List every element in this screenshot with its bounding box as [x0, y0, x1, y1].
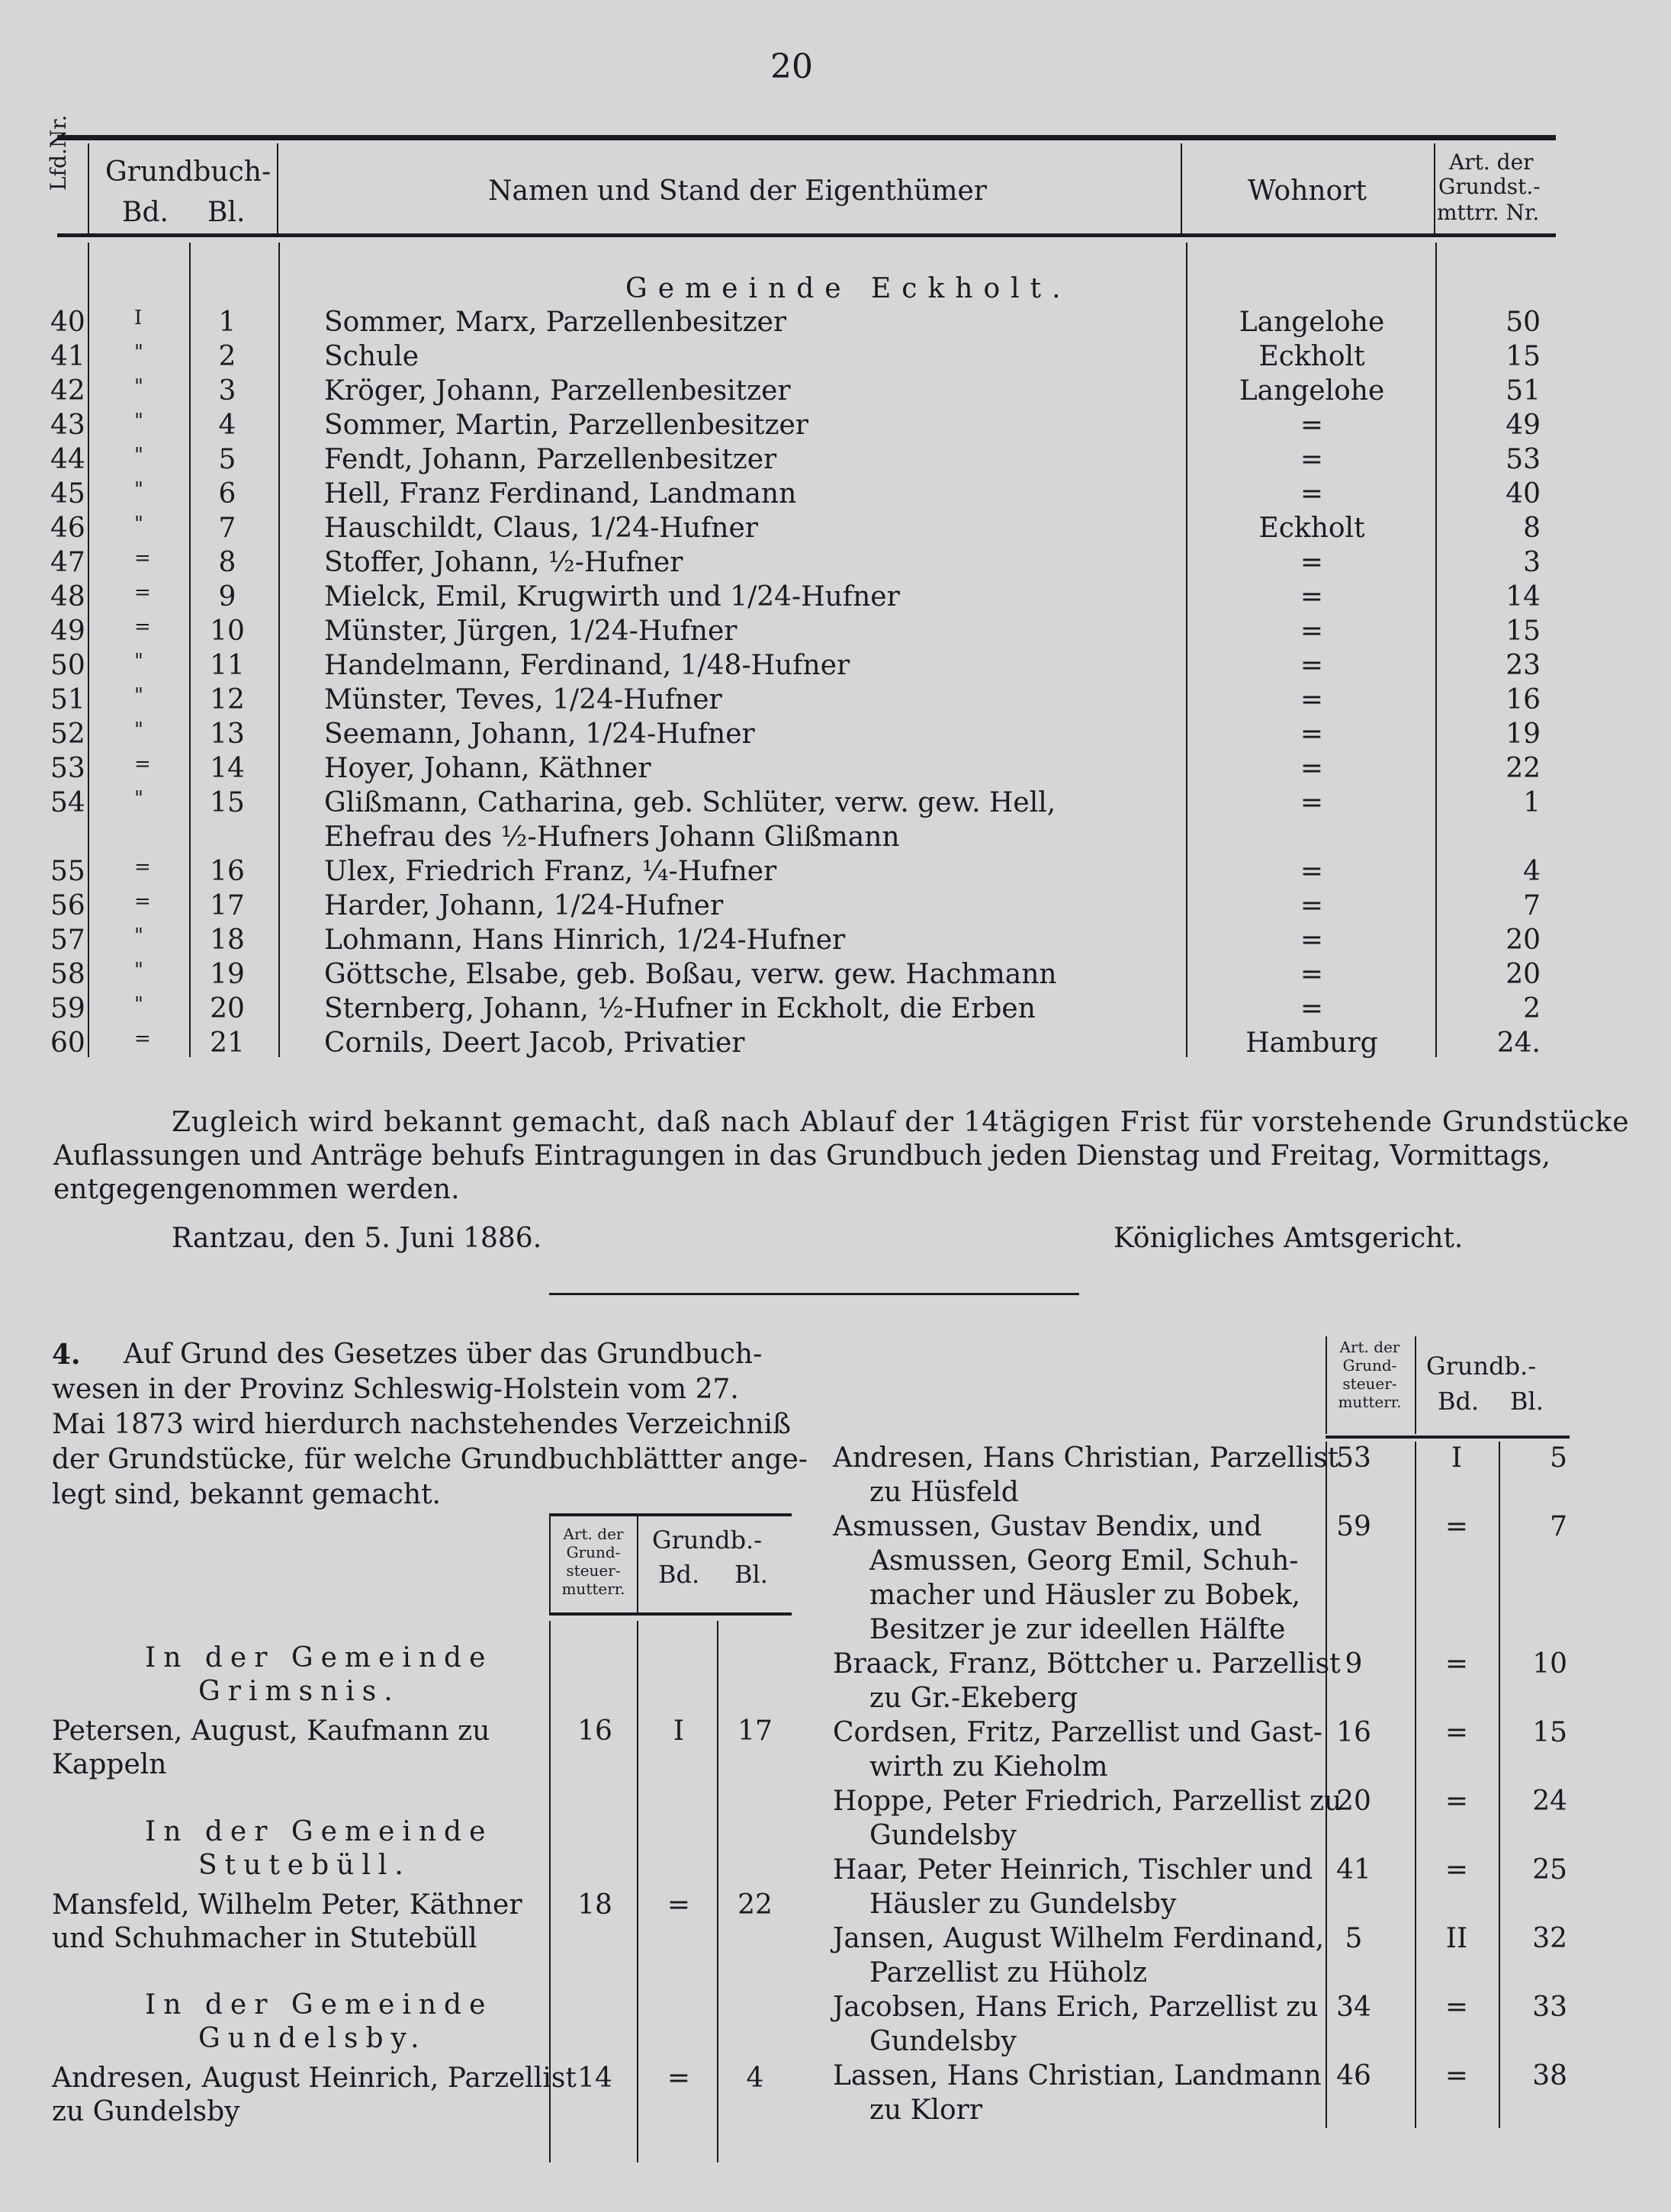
row-bl: 16: [210, 856, 245, 887]
row-bd: ": [134, 684, 143, 707]
row-bl: 8: [218, 547, 236, 578]
row-name: Fendt, Johann, Parzellenbesitzer: [324, 444, 777, 475]
entry-line: Andresen, August Heinrich, Parzellist: [52, 2062, 577, 2094]
group-title: Gundelsby.: [198, 2023, 427, 2054]
column-rule: [278, 243, 280, 1057]
row-art: 7: [1523, 890, 1541, 921]
entry-bl: 38: [1532, 2060, 1567, 2091]
row-bd: =: [134, 856, 151, 879]
entry-bl: 5: [1550, 1442, 1567, 1474]
art-header-line: steuer-: [566, 1561, 621, 1580]
entry-art: 16: [1336, 1717, 1371, 1748]
row-name: Sternberg, Johann, ½-Hufner in Eckholt, die Erben: [324, 993, 1036, 1024]
entry-line: zu Gr.-Ekeberg: [869, 1683, 1078, 1714]
row-art: 53: [1506, 444, 1541, 475]
entry-line: Mansfeld, Wilhelm Peter, Käthner: [52, 1889, 522, 1921]
row-bd: =: [134, 616, 151, 638]
authority: Königliches Amtsgericht.: [1113, 1223, 1464, 1254]
row-nr: 51: [50, 684, 85, 715]
entry-line: Lassen, Hans Christian, Landmann: [833, 2060, 1322, 2091]
group-title: Stutebüll.: [198, 1850, 411, 1881]
notice-line-1: Zugleich wird bekannt gemacht, daß nach Ablauf der 14tägigen Frist für vorstehende Grundstücke: [172, 1107, 1630, 1138]
row-bd: =: [134, 1027, 151, 1050]
header-namen: Namen und Stand der Eigenthümer: [488, 175, 987, 207]
row-nr: 49: [50, 616, 85, 647]
entry-line: Cordsen, Fritz, Parzellist und Gast-: [833, 1717, 1323, 1748]
row-nr: 50: [50, 650, 85, 681]
row-ort: Langelohe: [1239, 307, 1385, 338]
row-nr: 43: [50, 410, 85, 441]
left-col-grundb: Grundb.-: [652, 1526, 763, 1555]
row-bl: 17: [210, 890, 245, 921]
row-ort: Hamburg: [1245, 1027, 1378, 1059]
row-name: Mielck, Emil, Krugwirth und 1/24-Hufner: [324, 581, 900, 612]
right-col-bl: Bl.: [1510, 1387, 1544, 1416]
entry-bl: 22: [737, 1889, 773, 1921]
row-bd: ": [134, 719, 143, 741]
row-bl: 6: [218, 478, 236, 510]
entry-art: 34: [1336, 1992, 1371, 2023]
row-art: 4: [1523, 856, 1541, 887]
row-bl: 5: [218, 444, 236, 475]
row-nr: 42: [50, 375, 85, 407]
art-header-line: Art. der: [563, 1525, 624, 1543]
row-ort: =: [1300, 753, 1324, 784]
row-ort: Eckholt: [1258, 341, 1365, 372]
row-bd: ": [134, 959, 143, 982]
entry-line: zu Klorr: [869, 2095, 983, 2126]
row-name: Hell, Franz Ferdinand, Landmann: [324, 478, 797, 510]
art-header-line: steuer-: [1342, 1374, 1397, 1393]
row-bd: I: [134, 307, 143, 330]
row-ort: =: [1300, 478, 1324, 510]
entry-line: zu Hüsfeld: [869, 1477, 1019, 1508]
row-name: Münster, Teves, 1/24-Hufner: [324, 684, 722, 715]
row-bl: 21: [210, 1027, 245, 1059]
entry-line: zu Gundelsby: [52, 2096, 240, 2127]
art-header-line: Grund-: [1342, 1356, 1397, 1374]
row-ort: =: [1300, 684, 1324, 715]
row-ort: =: [1300, 924, 1324, 956]
left-col-bl: Bl.: [734, 1560, 768, 1589]
entry-line: Haar, Peter Heinrich, Tischler und: [833, 1854, 1313, 1886]
notice-line-3: entgegengenommen werden.: [53, 1174, 460, 1205]
row-name: Kröger, Johann, Parzellenbesitzer: [324, 375, 791, 407]
row-name: Glißmann, Catharina, geb. Schlüter, verw. gew. Hell,: [324, 787, 1056, 818]
row-bl: 10: [210, 616, 245, 647]
separator-rule: [549, 1293, 1079, 1295]
row-bl: 15: [210, 787, 245, 818]
row-bd: =: [134, 581, 151, 604]
row-bl: 12: [210, 684, 245, 715]
header-wohnort: Wohnort: [1248, 175, 1367, 207]
place-date: Rantzau, den 5. Juni 1886.: [172, 1223, 542, 1254]
header-divider: [1181, 143, 1182, 233]
entry-bl: 17: [737, 1715, 773, 1747]
row-art: 15: [1506, 616, 1541, 647]
row-art: 19: [1506, 719, 1541, 750]
row-bl: 11: [210, 650, 245, 681]
row-bd: ": [134, 410, 143, 432]
header-lfd-nr: Lfd.Nr.: [46, 114, 71, 191]
table-header-rule: [57, 233, 1556, 237]
row-nr: 48: [50, 581, 85, 612]
column-rule: [637, 1621, 638, 2162]
entry-bd: =: [667, 1889, 691, 1921]
entry-bl: 24: [1532, 1786, 1567, 1817]
entry-line: Petersen, August, Kaufmann zu: [52, 1715, 490, 1747]
column-rule: [1415, 1442, 1416, 2128]
row-bl: 9: [218, 581, 236, 612]
entry-bd: =: [1444, 1992, 1469, 2023]
entry-line: Andresen, Hans Christian, Parzellist: [833, 1442, 1339, 1474]
row-name: Cornils, Deert Jacob, Privatier: [324, 1027, 745, 1059]
row-bd: ": [134, 341, 143, 364]
column-rule: [88, 243, 89, 1057]
left-table-rule: [549, 1612, 792, 1616]
row-nr: 40: [50, 307, 85, 338]
entry-bl: 4: [746, 2062, 764, 2094]
row-art: 1: [1523, 787, 1541, 818]
row-bd: =: [134, 753, 151, 776]
art-header-line: mutterr.: [561, 1580, 625, 1598]
row-nr: 52: [50, 719, 85, 750]
row-ort: =: [1300, 650, 1324, 681]
entry-line: Kappeln: [52, 1749, 167, 1780]
row-ort: =: [1300, 959, 1324, 990]
column-rule: [1186, 243, 1187, 1057]
row-art: 20: [1506, 924, 1541, 956]
entry-line: Jansen, August Wilhelm Ferdinand,: [833, 1923, 1325, 1954]
row-name: Göttsche, Elsabe, geb. Boßau, verw. gew. Hachmann: [324, 959, 1057, 990]
row-ort: Eckholt: [1258, 513, 1365, 544]
entry-line: Besitzer je zur ideellen Hälfte: [869, 1614, 1286, 1645]
group-title: In der Gemeinde: [145, 1816, 493, 1847]
row-nr: 45: [50, 478, 85, 510]
intro-line: Mai 1873 wird hierdurch nachstehendes Verzeichniß: [52, 1409, 792, 1440]
header-grundbuch: Grundbuch-: [105, 156, 272, 188]
entry-line: Asmussen, Gustav Bendix, und: [833, 1511, 1262, 1542]
row-art: 2: [1523, 993, 1541, 1024]
row-ort: =: [1300, 410, 1324, 441]
entry-art: 16: [577, 1715, 612, 1747]
row-nr: 47: [50, 547, 85, 578]
entry-bd: I: [1451, 1442, 1463, 1474]
row-nr: 59: [50, 993, 85, 1024]
section-title: Gemeinde Eckholt.: [625, 273, 1072, 304]
left-table-header-rule: [549, 1513, 792, 1516]
row-name: Hoyer, Johann, Käthner: [324, 753, 651, 784]
column-rule: [189, 243, 191, 1057]
row-bd: ": [134, 513, 143, 535]
header-grundst: Grundst.-: [1438, 174, 1541, 199]
row-bl: 13: [210, 719, 245, 750]
row-ort: =: [1300, 616, 1324, 647]
group-title: Grimsnis.: [198, 1676, 400, 1707]
entry-bd: I: [673, 1715, 685, 1747]
row-bl: 4: [218, 410, 236, 441]
row-ort: =: [1300, 719, 1324, 750]
row-ort: =: [1300, 581, 1324, 612]
entry-line: Braack, Franz, Böttcher u. Parzellist: [833, 1648, 1341, 1680]
group-title: In der Gemeinde: [145, 1989, 493, 2021]
row-bd: ": [134, 924, 143, 947]
left-col-bd: Bd.: [658, 1560, 700, 1589]
entry-bl: 15: [1532, 1717, 1567, 1748]
header-divider: [277, 143, 278, 233]
entry-line: Asmussen, Georg Emil, Schuh-: [869, 1545, 1299, 1577]
entry-line: Hoppe, Peter Friedrich, Parzellist zu: [833, 1786, 1342, 1817]
entry-art: 59: [1336, 1511, 1371, 1542]
row-ort: =: [1300, 547, 1324, 578]
intro-line: wesen in der Provinz Schleswig-Holstein vom 27.: [52, 1374, 739, 1405]
row-ort: =: [1300, 444, 1324, 475]
row-bd: ": [134, 650, 143, 673]
right-col-bd: Bd.: [1438, 1387, 1480, 1416]
header-divider: [1434, 143, 1435, 233]
page-number: 20: [770, 47, 813, 86]
entry-bd: =: [1444, 1511, 1469, 1542]
left-header-divider: [637, 1516, 638, 1614]
row-name: Sommer, Marx, Parzellenbesitzer: [324, 307, 787, 338]
entry-bd: =: [1444, 1854, 1469, 1886]
row-art: 14: [1506, 581, 1541, 612]
entry-line: wirth zu Kieholm: [869, 1751, 1108, 1783]
row-nr: 55: [50, 856, 85, 887]
group-title: In der Gemeinde: [145, 1642, 493, 1673]
right-table-rule: [1326, 1436, 1570, 1439]
row-art: 51: [1506, 375, 1541, 407]
art-header-line: Art. der: [1339, 1338, 1400, 1356]
row-art: 8: [1523, 513, 1541, 544]
entry-line: Jacobsen, Hans Erich, Parzellist zu: [833, 1992, 1319, 2023]
row-nr: 44: [50, 444, 85, 475]
row-name-cont: Ehefrau des ½-Hufners Johann Glißmann: [324, 821, 900, 853]
entry-line: Gundelsby: [869, 1820, 1017, 1851]
right-header-divider: [1415, 1336, 1416, 1434]
row-bd: ": [134, 375, 143, 398]
entry-bd: =: [667, 2062, 691, 2094]
row-nr: 57: [50, 924, 85, 956]
row-nr: 46: [50, 513, 85, 544]
column-rule: [1499, 1442, 1500, 2128]
entry-line: und Schuhmacher in Stutebüll: [52, 1923, 477, 1954]
row-name: Sommer, Martin, Parzellenbesitzer: [324, 410, 808, 441]
entry-bl: 32: [1532, 1923, 1567, 1954]
row-bd: ": [134, 787, 143, 810]
row-name: Harder, Johann, 1/24-Hufner: [324, 890, 724, 921]
row-bd: =: [134, 890, 151, 913]
left-header-divider: [549, 1516, 551, 1614]
row-art: 15: [1506, 341, 1541, 372]
row-art: 3: [1523, 547, 1541, 578]
art-header-line: mutterr.: [1338, 1393, 1402, 1411]
row-nr: 41: [50, 341, 85, 372]
entry-bl: 33: [1532, 1992, 1567, 2023]
row-bl: 20: [210, 993, 245, 1024]
right-header-divider: [1326, 1336, 1327, 1434]
row-art: 20: [1506, 959, 1541, 990]
header-bl: Bl.: [207, 197, 246, 228]
row-nr: 58: [50, 959, 85, 990]
row-bl: 7: [218, 513, 236, 544]
entry-art: 53: [1336, 1442, 1371, 1474]
row-art: 16: [1506, 684, 1541, 715]
art-header-line: Grund-: [566, 1543, 621, 1561]
entry-bd: =: [1444, 1786, 1469, 1817]
row-name: Stoffer, Johann, ½-Hufner: [324, 547, 683, 578]
row-name: Münster, Jürgen, 1/24-Hufner: [324, 616, 737, 647]
entry-bl: 7: [1550, 1511, 1567, 1542]
header-bd: Bd.: [122, 197, 169, 228]
row-nr: 53: [50, 753, 85, 784]
row-nr: 60: [50, 1027, 85, 1059]
intro-line: der Grundstücke, für welche Grundbuchblättter ange-: [52, 1444, 808, 1475]
row-ort: =: [1300, 993, 1324, 1024]
row-bl: 3: [218, 375, 236, 407]
entry-art: 9: [1345, 1648, 1363, 1680]
row-name: Lohmann, Hans Hinrich, 1/24-Hufner: [324, 924, 846, 956]
row-art: 22: [1506, 753, 1541, 784]
row-art: 23: [1506, 650, 1541, 681]
row-name: Ulex, Friedrich Franz, ¼-Hufner: [324, 856, 777, 887]
column-rule: [717, 1621, 718, 2162]
entry-art: 18: [577, 1889, 612, 1921]
row-bl: 2: [218, 341, 236, 372]
row-art: 49: [1506, 410, 1541, 441]
intro-line: legt sind, bekannt gemacht.: [52, 1479, 441, 1510]
row-bl: 1: [218, 307, 236, 338]
row-ort: Langelohe: [1239, 375, 1385, 407]
row-bd: ": [134, 478, 143, 501]
intro-line: Auf Grund des Gesetzes über das Grundbuch-: [124, 1339, 763, 1370]
header-art: Art. der: [1449, 150, 1534, 175]
row-name: Seemann, Johann, 1/24-Hufner: [324, 719, 755, 750]
entry-art: 41: [1336, 1854, 1371, 1886]
column-rule: [1435, 243, 1437, 1057]
entry-bl: 25: [1532, 1854, 1567, 1886]
row-bl: 14: [210, 753, 245, 784]
right-col-grundb: Grundb.-: [1426, 1352, 1537, 1381]
row-bd: ": [134, 444, 143, 467]
row-ort: =: [1300, 890, 1324, 921]
row-bd: ": [134, 993, 143, 1016]
row-name: Schule: [324, 341, 419, 372]
row-art: 40: [1506, 478, 1541, 510]
row-bl: 19: [210, 959, 245, 990]
row-bl: 18: [210, 924, 245, 956]
entry-line: macher und Häusler zu Bobek,: [869, 1580, 1301, 1611]
entry-line: Häusler zu Gundelsby: [869, 1889, 1177, 1920]
entry-bd: =: [1444, 1648, 1469, 1680]
row-art: 24.: [1496, 1027, 1541, 1059]
entry-art: 5: [1345, 1923, 1363, 1954]
row-nr: 56: [50, 890, 85, 921]
header-mttrr-nr: mttrr. Nr.: [1437, 200, 1540, 225]
section-number: 4.: [52, 1339, 81, 1371]
row-art: 50: [1506, 307, 1541, 338]
entry-art: 14: [577, 2062, 612, 2094]
notice-line-2: Auflassungen und Anträge behufs Eintragungen in das Grundbuch jeden Dienstag und Freitag, Vormittags,: [53, 1140, 1550, 1172]
entry-art: 46: [1336, 2060, 1371, 2091]
row-ort: =: [1300, 856, 1324, 887]
entry-art: 20: [1336, 1786, 1371, 1817]
row-name: Handelmann, Ferdinand, 1/48-Hufner: [324, 650, 850, 681]
header-divider: [88, 143, 89, 233]
entry-bd: =: [1444, 1717, 1469, 1748]
entry-line: Parzellist zu Hüholz: [869, 1957, 1147, 1989]
entry-bd: =: [1444, 2060, 1469, 2091]
row-nr: 54: [50, 787, 85, 818]
entry-line: Gundelsby: [869, 2026, 1017, 2057]
row-bd: =: [134, 547, 151, 570]
row-ort: =: [1300, 787, 1324, 818]
row-name: Hauschildt, Claus, 1/24-Hufner: [324, 513, 758, 544]
entry-bl: 10: [1532, 1648, 1567, 1680]
table-top-rule: [57, 135, 1556, 140]
entry-bd: II: [1445, 1923, 1468, 1954]
